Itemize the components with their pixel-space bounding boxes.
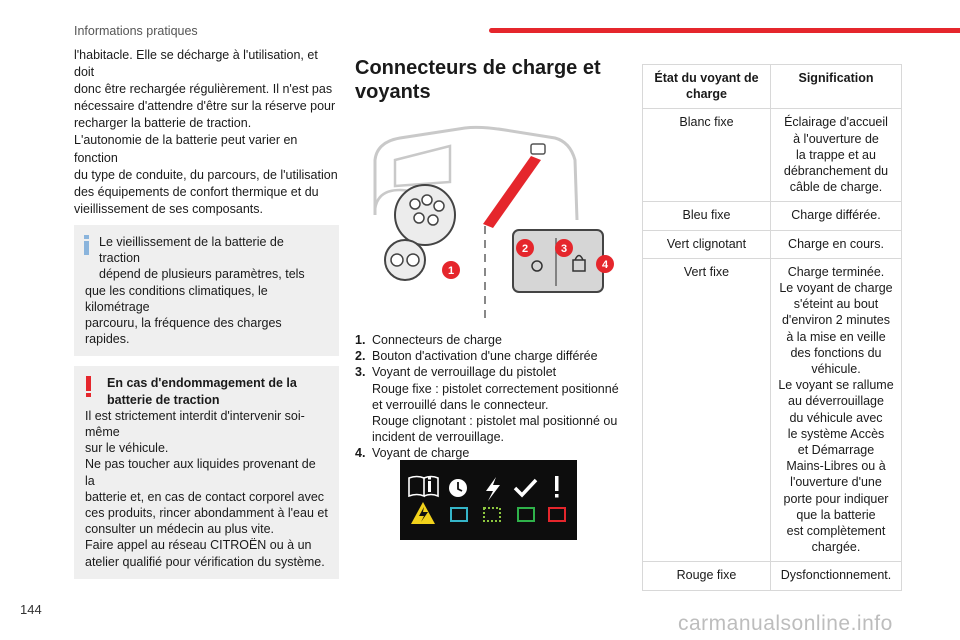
- info-icon: [84, 235, 89, 255]
- charging-connector-illustration: [355, 120, 620, 320]
- cyan-indicator: [451, 508, 467, 521]
- table-header-row: [643, 65, 902, 109]
- left-column: [74, 47, 339, 579]
- list-item: 3. Voyant de verrouillage du pistolet Rouge fixe : pistolet correctement positionné et verrouillé dans le connecteur. Rouge clignotant : pistolet mal positionné ou incident de verrouillage.: [355, 365, 619, 445]
- info-box: Le vieillissement de la batterie de traction dépend de plusieurs paramètres, tels que les conditions climatiques, le kilométrage parcouru, la fréquence des charges rapides.: [74, 225, 339, 356]
- svg-text:1: 1: [447, 265, 455, 277]
- clock-icon: [449, 479, 467, 497]
- red-pointer: [483, 156, 541, 228]
- exclamation-icon: [555, 476, 559, 498]
- callout-2: [516, 239, 534, 257]
- numbered-list: [355, 332, 620, 462]
- charge-indicator-table: [642, 64, 902, 591]
- callout-1: [442, 261, 460, 279]
- lightning-icon: [486, 477, 500, 501]
- list-item: 2. Bouton d'activation d'une charge différée: [355, 349, 598, 364]
- checkmark-icon: [515, 480, 536, 495]
- warning-icon: [86, 376, 92, 398]
- charge-indicator-legend: [400, 460, 577, 540]
- indicator-table-container: [642, 64, 902, 591]
- intro-paragraph: l'habitacle. Elle se décharge à l'utilisation, et doit donc être rechargée régulièrement. Il n'est pas nécessaire d'attendre d'être sur la réserve pour recharger la batterie de traction. L'autonomie de la batterie peut varier en fonction du type de conduite, du parcours, de l'utilisation des équipements de confort thermique et du vieillissement de ses composants.: [74, 48, 338, 216]
- svg-text:3: 3: [560, 243, 568, 255]
- red-indicator: [549, 508, 565, 521]
- callout-4: [596, 255, 614, 273]
- yellow-warning-icon: [411, 502, 435, 524]
- green-dotted-indicator: [484, 508, 500, 521]
- car-charging-diagram: [355, 120, 620, 320]
- header-accent-bar: [489, 28, 960, 33]
- callout-3: [555, 239, 573, 257]
- car-window: [395, 146, 450, 186]
- list-item: 1. Connecteurs de charge: [355, 333, 502, 347]
- section-title: Informations pratiques: [74, 24, 198, 38]
- svg-text:2: 2: [521, 243, 529, 255]
- table-row: Vert fixe Charge terminée. Le voyant de charge s'éteint au bout d'environ 2 minutes à la mise en veille des fonctions du véhicule. Le voyant se rallume au déverrouillage du véhicule avec le système Accès et Démarrage Mains-Libres ou à l'ouverture d'une porte pour indiquer que la batterie est complètement chargée.: [643, 258, 902, 562]
- watermark: carmanualsonline.info: [678, 612, 893, 635]
- book-info-icon: [409, 477, 438, 497]
- table-row: Bleu fixe Charge différée.: [643, 202, 902, 230]
- charging-flap-icon: [531, 144, 545, 154]
- column-header-state: État du voyant de charge: [643, 65, 771, 109]
- green-indicator: [518, 508, 534, 521]
- page-number: 144: [20, 602, 42, 617]
- middle-column: [355, 56, 620, 462]
- table-row: Rouge fixe Dysfonctionnement.: [643, 562, 902, 590]
- list-item: 4. Voyant de charge: [355, 446, 470, 461]
- warning-box: En cas d'endommagement de la batterie de traction Il est strictement interdit d'intervenir soi-même sur le véhicule. Ne pas toucher aux liquides provenant de la batterie et, en cas de contact corporel avec ces produits, rincer abondamment à l'eau et consulter un médecin au plus vite. Faire appel au réseau CITROËN ou à un atelier qualifié pour vérification du système.: [74, 366, 339, 578]
- section-heading: Connecteurs de charge et voyants: [355, 57, 601, 103]
- column-header-meaning: Signification: [771, 65, 902, 109]
- svg-text:4: 4: [601, 259, 609, 271]
- table-row: Vert clignotant Charge en cours.: [643, 230, 902, 258]
- table-row: Blanc fixe Éclairage d'accueil à l'ouverture de la trappe et au débranchement du câble de charge.: [643, 109, 902, 202]
